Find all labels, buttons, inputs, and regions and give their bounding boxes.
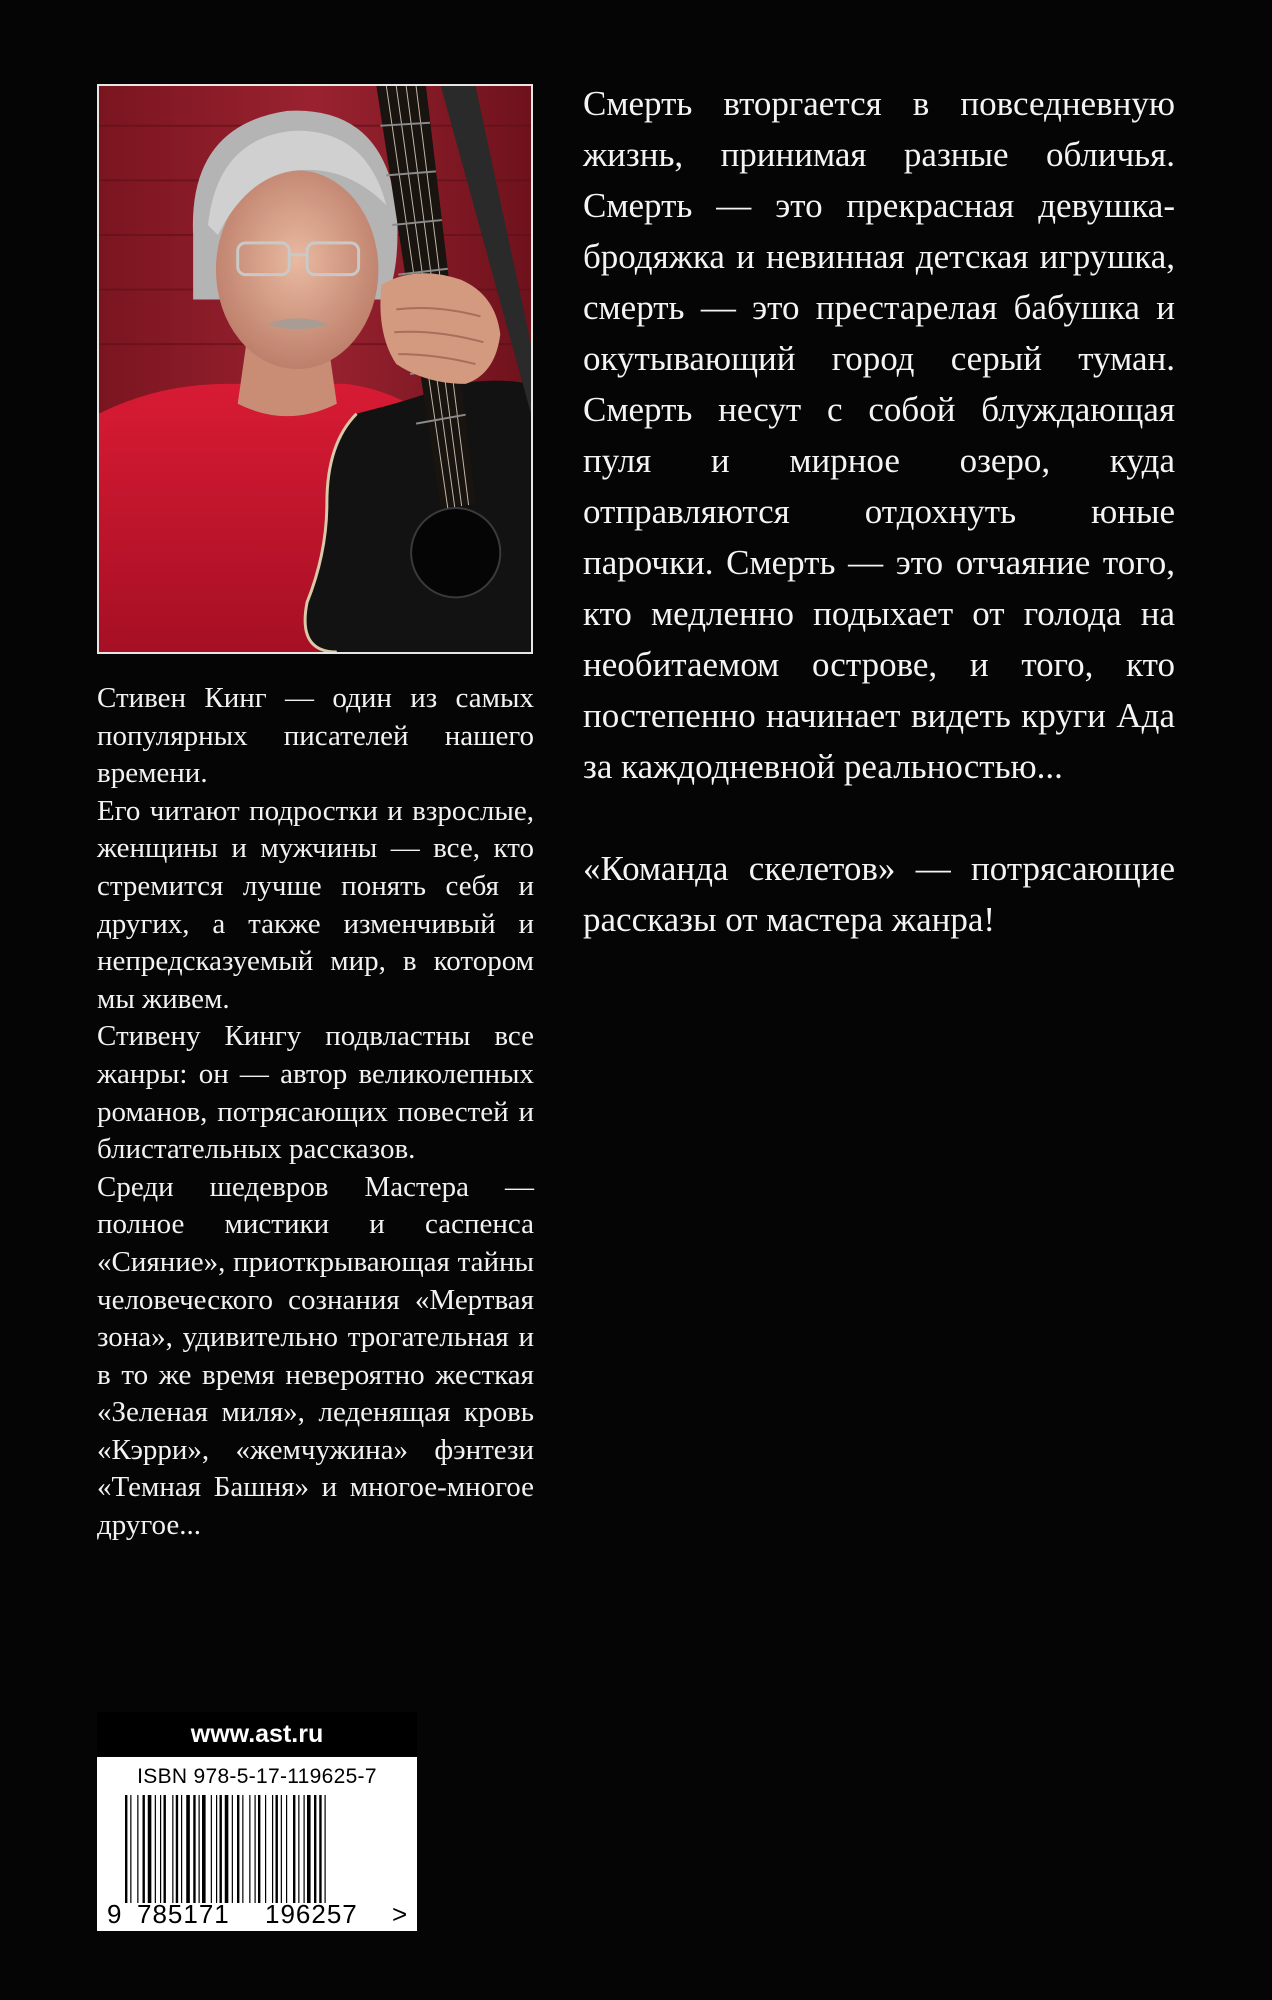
bio-paragraph: Стивену Кингу подвластны все жанры: он — автор великолепных романов, потрясающих повестей и блистательных рассказов. (97, 1020, 534, 1166)
bio-paragraph: Среди шедевров Мастера — полное мистики и саспенса «Сияние», приоткрывающая тайны человеческого сознания «Мертвая зона», удивительно трогательная и в то же время невероятно жесткая «Зеленая миля», леденящая кровь «Кэрри», «жемчужина» фэнтези «Темная Башня» и многое-многое другое... (97, 1170, 534, 1542)
barcode-digit-first: 9 (107, 1899, 123, 1929)
isbn-label: ISBN 978-5-17-119625-7 (137, 1765, 377, 1788)
barcode-icon (125, 1795, 387, 1903)
author-with-guitar-photo-icon (99, 86, 531, 652)
book-blurb (583, 78, 1175, 945)
author-photo (97, 84, 533, 654)
barcode-digits-right: 196257 (265, 1899, 358, 1929)
bio-paragraph: Его читают подростки и взрослые, женщины и мужчины — все, кто стремится лучше понять себя и других, а также изменчивый и непредсказуемый мир, в котором мы живем. (97, 794, 534, 1015)
barcode-digits-left: 785171 (137, 1899, 230, 1929)
isbn-barcode (97, 1757, 417, 1931)
blurb-tagline: «Команда скелетов» — потрясающие рассказы от мастера жанра! (583, 849, 1175, 939)
barcode-arrow: > (392, 1899, 409, 1929)
bio-paragraph: Стивен Кинг — один из самых популярных писателей нашего времени. (97, 682, 534, 790)
blurb-paragraph: Смерть вторгается в повседневную жизнь, принимая разные обличья. Смерть — это прекрасная девушка-бродяжка и невинная детская игрушка, смерть — это престарелая бабушка и окутывающий город серый туман. Смерть несут с собой блуждающая пуля и мирное озеро, куда отправляются отдохнуть юные парочки. Смерть — это отчаяние того, кто медленно подыхает от голода на необитаемом острове, и того, кто постепенно начинает видеть круги Ада за каждодневной реальностью... (583, 84, 1175, 786)
author-bio (97, 680, 534, 1545)
publisher-website[interactable]: www.ast.ru (97, 1712, 417, 1756)
